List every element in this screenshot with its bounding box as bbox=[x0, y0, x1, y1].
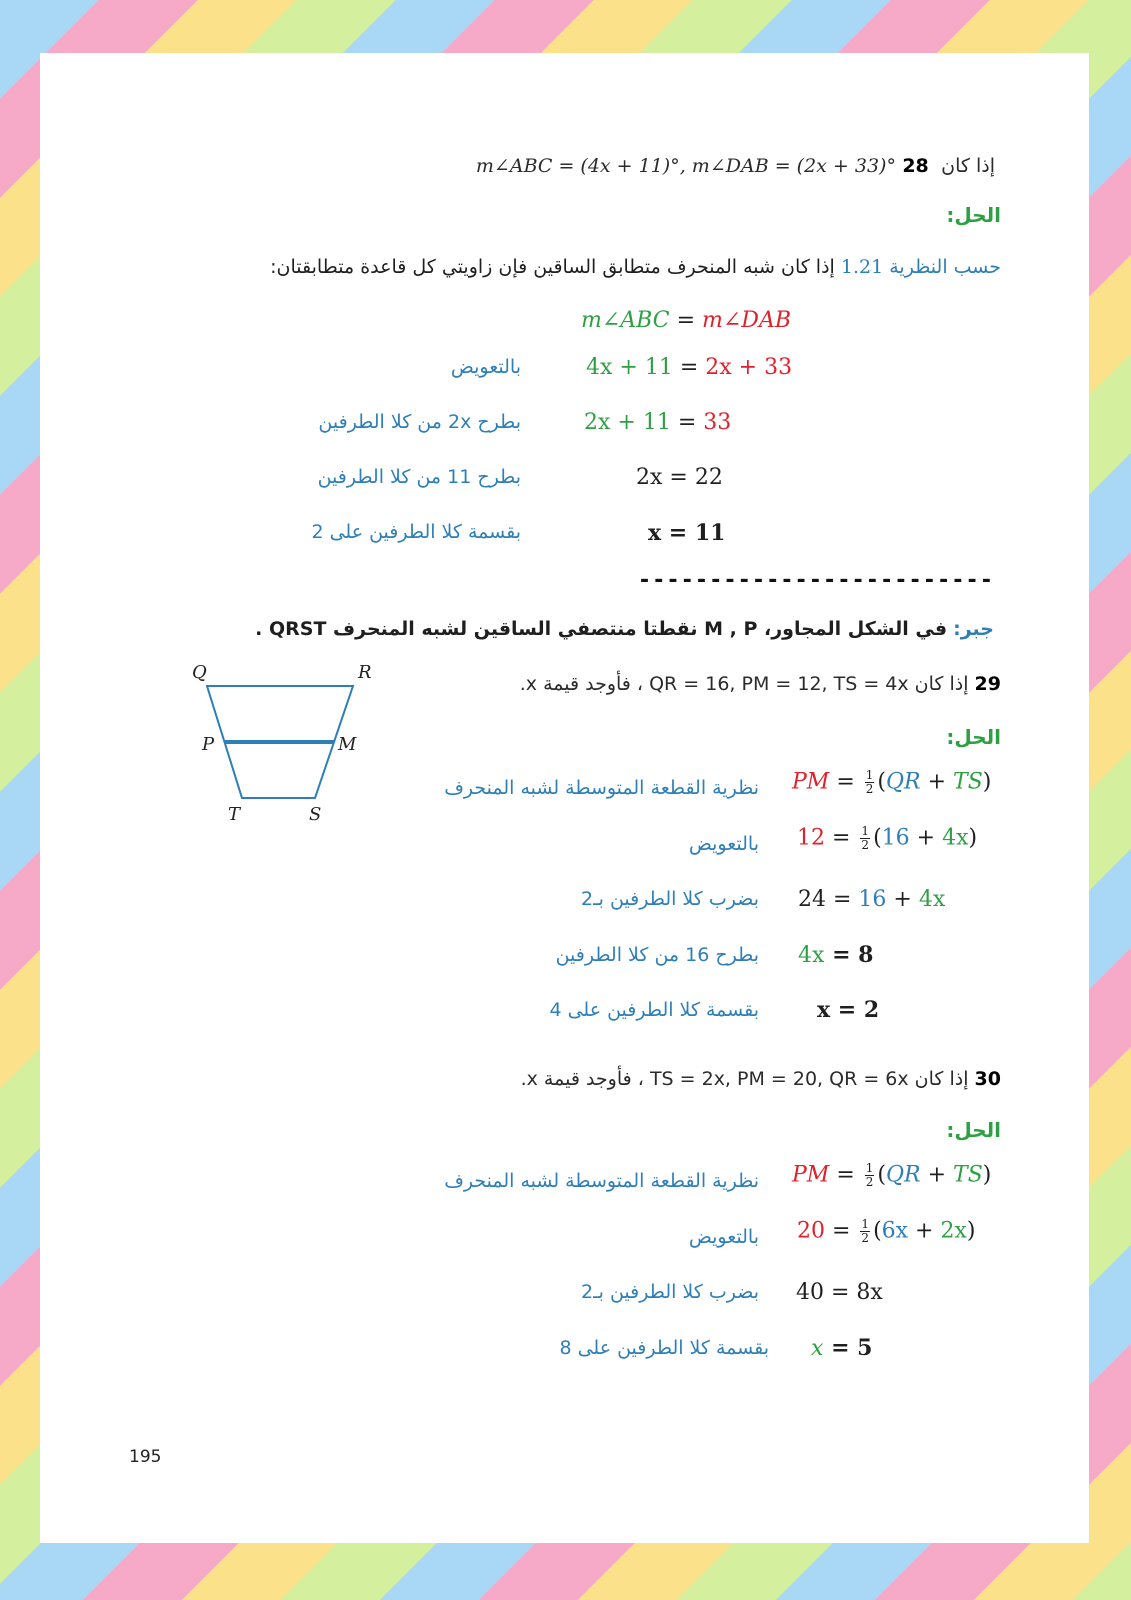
q28-step2-label: بطرح 2x من كلا الطرفين bbox=[318, 411, 521, 433]
q29-formula-qr: QR bbox=[886, 769, 921, 795]
q28-step1-right: 2x + 33 bbox=[705, 355, 793, 380]
q28-theorem-line bbox=[270, 256, 1001, 278]
q29-mul-label: بضرب كلا الطرفين بـ2 bbox=[580, 888, 759, 910]
q30-sub-b: 2x bbox=[940, 1218, 967, 1244]
q28-condition: m∠ABC = (4x + 11)°, m∠DAB = (2x + 33)° bbox=[475, 155, 896, 177]
q29-header bbox=[520, 673, 1001, 695]
label-q: Q bbox=[192, 662, 207, 683]
q28-eq1 bbox=[581, 308, 791, 333]
q28-theorem-text: إذا كان شبه المنحرف متطابق الساقين فإن زاويتي كل قاعدة متطابقتان: bbox=[270, 256, 835, 278]
trapezoid-figure bbox=[180, 658, 380, 833]
q30-formula-open: ( bbox=[877, 1162, 886, 1188]
page-number: 195 bbox=[129, 1447, 162, 1467]
q29-solution-label: الحل: bbox=[946, 725, 1001, 749]
q30-statement: إذا كان TS = 2x, PM = 20, QR = 6x ، فأوجد قيمة x. bbox=[520, 1068, 969, 1090]
q29-formula-open: ( bbox=[877, 769, 886, 795]
q29-sub-half-den: 2 bbox=[861, 838, 870, 852]
q29-sub-equals: = bbox=[825, 825, 858, 851]
q30-sub-plus: + bbox=[908, 1218, 941, 1244]
label-m: M bbox=[338, 734, 357, 755]
q30-div-right: = 5 bbox=[823, 1335, 873, 1361]
q30-sub-half bbox=[860, 1218, 870, 1245]
q30-div-label: بقسمة كلا الطرفين على 8 bbox=[559, 1337, 769, 1359]
q28-step1-label: بالتعويض bbox=[450, 356, 521, 378]
q29-mul-a: 16 bbox=[858, 887, 887, 912]
q30-sub-a: 6x bbox=[881, 1218, 909, 1244]
q28-theorem-number: 1.21 bbox=[840, 256, 884, 278]
q29-statement: إذا كان QR = 16, PM = 12, TS = 4x ، فأوجد قيمة x. bbox=[519, 673, 969, 695]
label-s: S bbox=[309, 804, 322, 825]
q29-minus-label: بطرح 16 من كلا الطرفين bbox=[555, 944, 759, 966]
q29-sub-plus: + bbox=[909, 825, 943, 851]
q28-eq1-right: m∠DAB bbox=[702, 308, 792, 333]
q30-div-left: x bbox=[811, 1336, 824, 1361]
q29-formula-ts: TS bbox=[953, 769, 983, 795]
q29-sub-half-num: 1 bbox=[861, 824, 870, 838]
q29-mul-left: 24 = bbox=[798, 887, 859, 912]
q30-formula-close: ) bbox=[982, 1162, 992, 1188]
q28-step2-equals: = bbox=[670, 410, 704, 435]
q30-sub-left: 20 bbox=[797, 1218, 825, 1244]
q28-step4-label: بقسمة كلا الطرفين على 2 bbox=[311, 521, 521, 543]
q29-sub-open: ( bbox=[873, 825, 882, 851]
q30-sub-eq bbox=[797, 1218, 975, 1245]
q30-sub-half-num: 1 bbox=[861, 1217, 870, 1231]
q29-formula-equals: = bbox=[829, 769, 862, 795]
q29-formula-plus: + bbox=[920, 769, 954, 795]
q29-div-eq: x = 2 bbox=[817, 997, 880, 1023]
q29-sub-b: 4x bbox=[942, 825, 969, 851]
q30-half bbox=[865, 1162, 875, 1189]
q29-sub-a: 16 bbox=[881, 825, 910, 851]
q30-half-num: 1 bbox=[865, 1161, 874, 1175]
q28-theorem-prefix: حسب النظرية bbox=[889, 256, 1001, 278]
q29-theorem-label: نظرية القطعة المتوسطة لشبه المنحرف bbox=[444, 777, 759, 799]
q30-mul-eq: 40 = 8x bbox=[796, 1280, 883, 1305]
label-p: P bbox=[202, 734, 215, 755]
q30-sub-close: ) bbox=[966, 1218, 976, 1244]
q30-sub-half-den: 2 bbox=[861, 1231, 870, 1245]
q29-half bbox=[865, 769, 875, 796]
q28-number: 28 bbox=[902, 155, 929, 177]
q29-sub-half bbox=[860, 825, 870, 852]
q29-sub-label: بالتعويض bbox=[688, 833, 759, 855]
q29-number: 29 bbox=[974, 673, 1001, 695]
q29-mul-eq bbox=[798, 887, 945, 912]
q29-formula-close: ) bbox=[982, 769, 992, 795]
q28-step1-left: 4x + 11 bbox=[586, 355, 673, 380]
q29-half-num: 1 bbox=[865, 768, 874, 782]
q29-half-den: 2 bbox=[865, 782, 874, 796]
q30-formula bbox=[792, 1162, 991, 1189]
q30-theorem-label: نظرية القطعة المتوسطة لشبه المنحرف bbox=[444, 1170, 759, 1192]
q30-half-den: 2 bbox=[865, 1175, 874, 1189]
q28-step1-equals: = bbox=[672, 355, 706, 380]
q30-formula-plus: + bbox=[920, 1162, 954, 1188]
q29-mul-b: 4x bbox=[918, 887, 946, 912]
q30-formula-pm: PM bbox=[792, 1162, 830, 1188]
q29-formula-pm: PM bbox=[792, 769, 830, 795]
q30-sub-equals: = bbox=[825, 1218, 858, 1244]
q30-number: 30 bbox=[974, 1068, 1001, 1090]
q29-sub-close: ) bbox=[968, 825, 978, 851]
q28-solution-label: الحل: bbox=[946, 203, 1001, 227]
algebra-text: في الشكل المجاور، M , P نقطتا منتصفي الساقين لشبه المنحرف QRST . bbox=[255, 618, 948, 640]
separator: ------------------------- bbox=[637, 568, 994, 593]
q29-minus-eq bbox=[798, 942, 873, 968]
q30-sub-label: بالتعويض bbox=[688, 1226, 759, 1248]
q28-step2-right: 33 bbox=[703, 410, 732, 435]
label-r: R bbox=[358, 662, 372, 683]
q28-step2-eq bbox=[584, 410, 731, 435]
q29-div-label: بقسمة كلا الطرفين على 4 bbox=[549, 999, 759, 1021]
q28-eq1-left: m∠ABC bbox=[581, 308, 670, 333]
page bbox=[40, 53, 1089, 1543]
q28-step3-eq: 2x = 22 bbox=[636, 465, 723, 490]
q29-formula bbox=[792, 769, 991, 796]
q30-formula-qr: QR bbox=[886, 1162, 921, 1188]
q29-sub-eq bbox=[797, 825, 977, 852]
q30-mul-label: بضرب كلا الطرفين بـ2 bbox=[580, 1281, 759, 1303]
q30-div-eq bbox=[811, 1335, 872, 1361]
q28-step1-eq bbox=[586, 355, 792, 380]
q29-minus-right: = 8 bbox=[824, 942, 874, 968]
label-t: T bbox=[228, 804, 241, 825]
q30-formula-ts: TS bbox=[953, 1162, 983, 1188]
q28-if-word: إذا كان bbox=[941, 155, 995, 177]
q30-sub-open: ( bbox=[873, 1218, 882, 1244]
algebra-label: جبر: bbox=[953, 618, 994, 640]
q29-sub-left: 12 bbox=[797, 825, 825, 851]
q28-step2-left: 2x + 11 bbox=[584, 410, 671, 435]
q29-minus-left: 4x bbox=[798, 943, 825, 968]
q30-header bbox=[521, 1068, 1001, 1090]
q28-step3-label: بطرح 11 من كلا الطرفين bbox=[317, 466, 521, 488]
q28-step4-eq: x = 11 bbox=[648, 520, 726, 546]
q28-header bbox=[476, 153, 1001, 177]
algebra-line bbox=[255, 618, 994, 640]
q30-formula-equals: = bbox=[829, 1162, 862, 1188]
q29-mul-plus: + bbox=[886, 887, 919, 912]
q28-eq1-equals: = bbox=[669, 308, 703, 333]
q30-solution-label: الحل: bbox=[946, 1118, 1001, 1142]
